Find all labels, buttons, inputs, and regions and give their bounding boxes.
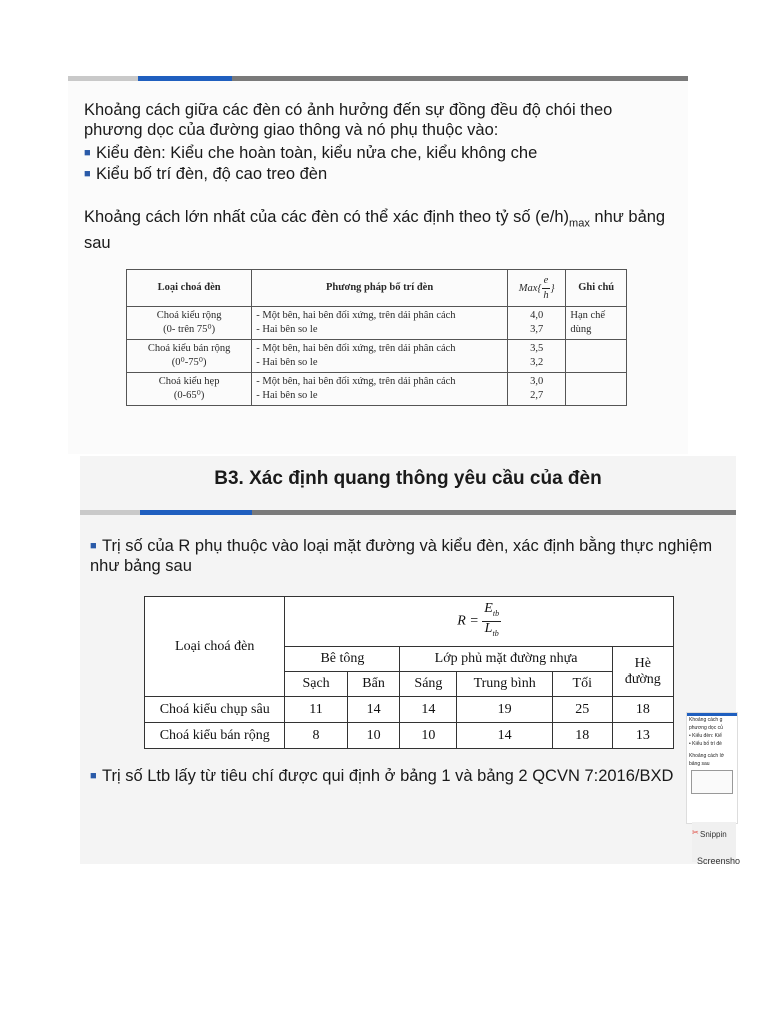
cell-arrangement [252,307,508,340]
snipping-tool-label[interactable]: Snippin [700,830,727,839]
paragraph-text-end: như bảng sau [84,208,666,253]
thumbnail-line: • Kiểu bố trí đè [689,741,722,747]
cell-value: 10 [400,723,457,749]
bullet-text: Kiểu đèn: Kiểu che hoàn toàn, kiểu nửa che, kiểu không che [96,144,538,162]
denominator-symbol: L [484,621,493,636]
method-line: - Hai bên so le [256,324,318,335]
header-asphalt: Lớp phủ mặt đường nhựa [400,647,612,672]
slide-bottom [80,456,736,864]
subheader-dirty: Bẩn [347,672,400,697]
type-line: Choá kiểu bán rộng [147,343,231,354]
subheader-dark: Tối [552,672,612,697]
bullet-marker: ■ [90,770,97,782]
thumbnail-line: Khoảng cách lớ [689,753,724,759]
method-line: - Một bên, hai bên đối xứng, trên dải phân cách [256,376,456,387]
cell-value: 8 [285,723,347,749]
header-note: Ghi chú [566,270,627,307]
thumbnail-table [691,770,733,794]
table-header-row [145,597,674,647]
thumbnail-line: • Kiểu đèn: Kiể [689,733,722,739]
table-row [145,723,674,749]
type-line: Choá kiểu rộng [156,310,222,321]
fraction-denominator: h [543,289,549,301]
header-max-ratio: Max{ $\frac{e}{h}$ } [507,270,566,307]
subheader-clean: Sạch [285,672,347,697]
thumbnail-line: Khoảng cách g [689,717,723,723]
cell-ratio [507,307,566,340]
cell-note: Hạn chế dùng [566,307,627,340]
formula-fraction [482,602,501,641]
formula-lhs: R = [457,613,479,629]
fraction-numerator: e [542,274,551,289]
bullet-ltb-value [90,766,700,786]
paragraph-intro: Khoảng cách giữa các đèn có ảnh hưởng đến sự đồng đều độ chói theo phương dọc của đường giao thông và nó phụ thuộc vào: [84,101,613,139]
spacing-ratio-table [126,269,627,406]
type-angle: (0-65⁰) [173,390,205,401]
type-angle: (0⁰-75⁰) [171,357,207,368]
subscript-max: max [569,217,590,230]
subheader-light: Sáng [400,672,457,697]
type-line: Choá kiểu hẹp [158,376,220,387]
paragraph-max-distance [84,207,680,253]
cell-value: 25 [552,697,612,723]
cell-lamp-type: Choá kiểu bán rộng [145,723,285,749]
ratio-value: 3,0 [530,376,544,387]
header-lamp-type: Loại choá đèn [145,597,285,697]
bullet-marker: ■ [90,540,97,552]
ratio-value: 3,2 [530,357,544,368]
header-formula [285,597,674,647]
cell-lamp-type [127,307,252,340]
paragraph-text: Khoảng cách lớn nhất của các đèn có thể xác định theo tỷ số (e/h) [84,208,570,226]
cell-note [566,373,627,406]
cell-value: 18 [552,723,612,749]
cell-arrangement [252,340,508,373]
ratio-fraction [542,274,551,303]
cell-value: 13 [612,723,673,749]
table-row [145,697,674,723]
method-line: - Hai bên so le [256,390,318,401]
formula-numerator [482,602,501,622]
bullet-marker: ■ [84,147,91,159]
cell-value: 19 [457,697,553,723]
section-heading: B3. Xác định quang thông yêu cầu của đèn [214,468,602,489]
cell-lamp-type [127,340,252,373]
numerator-subscript: tb [492,609,500,618]
slide-bottom-bar [80,510,736,515]
bullet-lamp-arrangement [84,164,674,184]
screenshot-label: Screensho [697,856,741,866]
cell-value: 14 [400,697,457,723]
bullet-r-value [90,536,720,576]
ratio-value: 3,5 [530,343,544,354]
cell-lamp-type: Choá kiểu chụp sâu [145,697,285,723]
cell-value: 10 [347,723,400,749]
header-lamp-type: Loại choá đèn [127,270,252,307]
scissors-icon: ✂ [692,828,699,837]
bullet-text: Trị số Ltb lấy từ tiêu chí được qui định ở bảng 1 và bảng 2 QCVN 7:2016/BXD [102,767,674,785]
cell-ratio [507,340,566,373]
header-concrete: Bê tông [285,647,400,672]
cell-lamp-type [127,373,252,406]
formula-denominator [482,622,501,641]
thumbnail-line: phương dọc củ [689,725,723,731]
thumbnail-line: bảng sau [689,761,710,767]
bullet-lamp-type [84,143,674,163]
slide-top-bar [68,76,688,81]
subheader-medium: Trung bình [457,672,553,697]
bullet-text: Kiểu bố trí đèn, độ cao treo đèn [96,165,328,183]
table-row [127,373,627,406]
r-coefficient-table [144,596,674,749]
cell-value: 14 [457,723,553,749]
method-line: - Một bên, hai bên đối xứng, trên dải phân cách [256,343,456,354]
denominator-subscript: tb [492,628,499,638]
cell-ratio [507,373,566,406]
bullet-text: Trị số của R phụ thuộc vào loại mặt đường và kiểu đèn, xác định bằng thực nghiệm như bảng sau [90,537,713,575]
slide-top [68,76,688,454]
method-line: - Một bên, hai bên đối xứng, trên dải phân cách [256,310,456,321]
table-row [127,340,627,373]
type-angle: (0- trên 75⁰) [163,324,216,335]
bar-light-segment [68,76,138,81]
ratio-value: 3,7 [530,324,544,335]
bar-blue-segment [138,76,232,81]
header-sidewalk: Hè đường [612,647,673,697]
ratio-value: 4,0 [530,310,544,321]
cell-value: 18 [612,697,673,723]
bar-light-segment [80,510,140,515]
bullet-marker: ■ [84,168,91,180]
cell-note [566,340,627,373]
ratio-value: 2,7 [530,390,544,401]
numerator-symbol: E [484,601,493,617]
cell-value: 14 [347,697,400,723]
max-label: Max [518,282,538,294]
method-line: - Hai bên so le [256,357,318,368]
cell-arrangement [252,373,508,406]
bar-blue-segment [140,510,252,515]
table-header-row [127,270,627,307]
cell-value: 11 [285,697,347,723]
screenshot-thumbnail[interactable] [686,712,738,824]
table-row [127,307,627,340]
header-arrangement: Phương pháp bố trí đèn [252,270,508,307]
